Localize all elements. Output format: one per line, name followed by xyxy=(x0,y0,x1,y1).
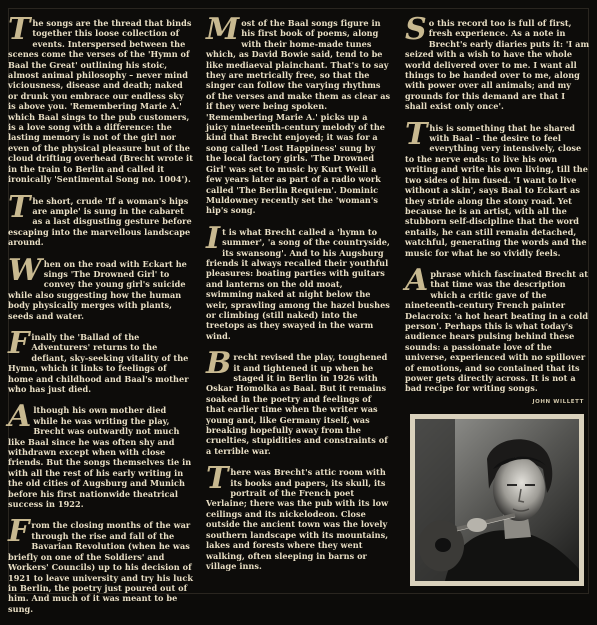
paragraph-text: o this record too is full of first, fresh experience. As a note in Brecht's early diaries puts it: 'I am seized with a wish to have the whole world delivered over to me. I want all things to be handed over to me, along with power over all animals; and my grounds for this demand are that I shall exist only once'. xyxy=(405,18,590,112)
paragraph-text: recht revised the play, toughened it and tightened it up when he staged it in Berlin in 1926 with Oskar Homolka as Baal. But it remains soaked in the poetry and feelings of that earlier time when the writer was young and, like Germany itself, was breaking hopefully away from the cruelties, stupidities and constraints of a terrible war. xyxy=(206,352,388,456)
paragraph xyxy=(8,189,193,248)
drop-cap: I xyxy=(206,220,221,256)
paragraph-text: lthough his own mother died while he was writing the play, Brecht was outwardly not much like Baal since he was often shy and withdrawn except when with close friends. But the songs themselves tie in with all the rest of his early writing in the old cities of Augsburg and Munich before his first nationwide theatrical success in 1922. xyxy=(8,405,192,510)
paragraph-text: hen on the road with Eckart he sings 'The Drowned Girl' to convey the young girl's suicide while also suggesting how the human body physically merges with plants, seeds and water. xyxy=(8,258,187,321)
drop-cap: F xyxy=(8,325,30,361)
text-column-2 xyxy=(206,12,391,582)
paragraph-text: rom the closing months of the war through the rise and fall of the Bavarian Revolution (when he was briefly on one of the Soldiers' and Workers' Councils) up to his decision of 1921 to leave university and try his luck in Berlin, the poetry just poured out of him. And much of it was meant to be sung. xyxy=(8,520,194,614)
drop-cap: W xyxy=(8,252,42,288)
drop-cap: B xyxy=(206,346,232,382)
drop-cap: T xyxy=(206,461,229,497)
paragraph xyxy=(405,262,590,394)
paragraph xyxy=(8,12,193,185)
paragraph xyxy=(8,252,193,321)
paragraph xyxy=(405,12,590,112)
paragraph xyxy=(206,346,391,456)
drop-cap: A xyxy=(8,399,32,435)
paragraph xyxy=(405,116,590,258)
drop-cap: T xyxy=(405,116,428,152)
paragraph-text: his is something that he shared with Baal – the desire to feel everything very intensively, close to the nerve ends: to live his own writing and write his own living, till the two sides of him fused. 'I want to live without a skin', says Baal to Eckart as they stride along the stony road. Yet because he is an artist, with all the stubborn self-discipline that the word entails, he can still remain detached, watchful, generating the words and the music for what he so vividly feels. xyxy=(405,122,588,258)
drop-cap: F xyxy=(8,514,30,550)
paragraph xyxy=(206,220,391,341)
drop-cap: T xyxy=(8,12,31,47)
paragraph-text: he songs are the thread that binds together this loose collection of events. Interspersed between the scenes come the verses of the 'Hymn of Baal the Great' outlining his stoic, almost animal philosophy – never mind viciousness, disease and death; naked or drunk you embrace our endless sky is above you. 'Remembering Marie A.' which Baal sings to the pub customers, is a love song with a difference: the lasting memory is not of the girl nor even of the physical pleasure but of the cloud drifting overhead (Brecht wrote it in the train to Berlin and called it ironically 'Sentimental Song no. 1004'). xyxy=(8,18,193,185)
paragraph xyxy=(206,12,391,216)
text-column-1 xyxy=(8,12,194,625)
paragraph xyxy=(8,399,193,510)
text-column-3 xyxy=(405,12,590,409)
author-signature: JOHN WILLETT xyxy=(532,398,584,405)
drop-cap: T xyxy=(8,189,31,225)
drop-cap: S xyxy=(405,12,427,47)
paragraph xyxy=(8,514,194,614)
paragraph-text: here was Brecht's attic room with its books and papers, its skull, its portrait of the French poet Verlaine; there was the pub with its low ceilings and its nickelodeon. Close outside the ancient town was the lovely southern landscape with its mountains, lakes and forests where they went walking, often sleeping in barns or village inns. xyxy=(206,467,389,571)
paragraph-text: t is what Brecht called a 'hymn to summer', 'a song of the countryside, its swansong'. And to his Augsburg friends it always recalled their youthful pleasures: boating parties with guitars and lanterns on the old moat, swimming naked at night below the weir, sprawling among the hazel bushes or climbing (still naked) into the treetops as they swayed in the warm wind. xyxy=(206,226,390,341)
paragraph-text: inally the 'Ballad of the Adventurers' returns to the defiant, sky-seeking vitality of the Hymn, which it links to feelings of home and childhood and Baal's mother who has just died. xyxy=(8,331,189,394)
paragraph-text: he short, crude 'If a woman's hips are ample' is sung in the cabaret as a last disgusting gesture before escaping into the marvellous landscape around. xyxy=(8,195,192,248)
paragraph-text: phrase which fascinated Brecht at that time was the description which a critic gave of the nineteenth-century French painter Delacroix: 'a hot heart beating in a cold person'. Perhaps this is what today's audience hears pulsing behind these sounds: a passionate love of the universe, experienced with no spillover of emotions, and so contained that its power gets directly across. It is not a bad recipe for writing songs. xyxy=(405,268,589,394)
portrait-photo xyxy=(410,414,584,586)
paragraph xyxy=(8,325,193,394)
portrait-image xyxy=(415,419,579,581)
paragraph xyxy=(206,461,391,571)
drop-cap: M xyxy=(206,12,240,47)
paragraph-text: ost of the Baal songs figure in his first book of poems, along with their home-made tunes which, as David Bowie said, tend to be like mediaeval plainchant. That's to say they are metrically free, so that the singer can follow the varying rhythms of the verses and make them as clear as if they were being spoken. 'Remembering Marie A.' picks up a juicy nineteenth-century melody of the kind that Brecht enjoyed; it was for a song called 'Lost Happiness' sung by the local factory girls. 'The Drowned Girl' was set to music by Kurt Weill a few years later as part of a radio work called 'The Berlin Requiem'. Dominic Muldowney recently set the 'woman's hip's song. xyxy=(206,18,391,216)
drop-cap: A xyxy=(405,262,429,298)
